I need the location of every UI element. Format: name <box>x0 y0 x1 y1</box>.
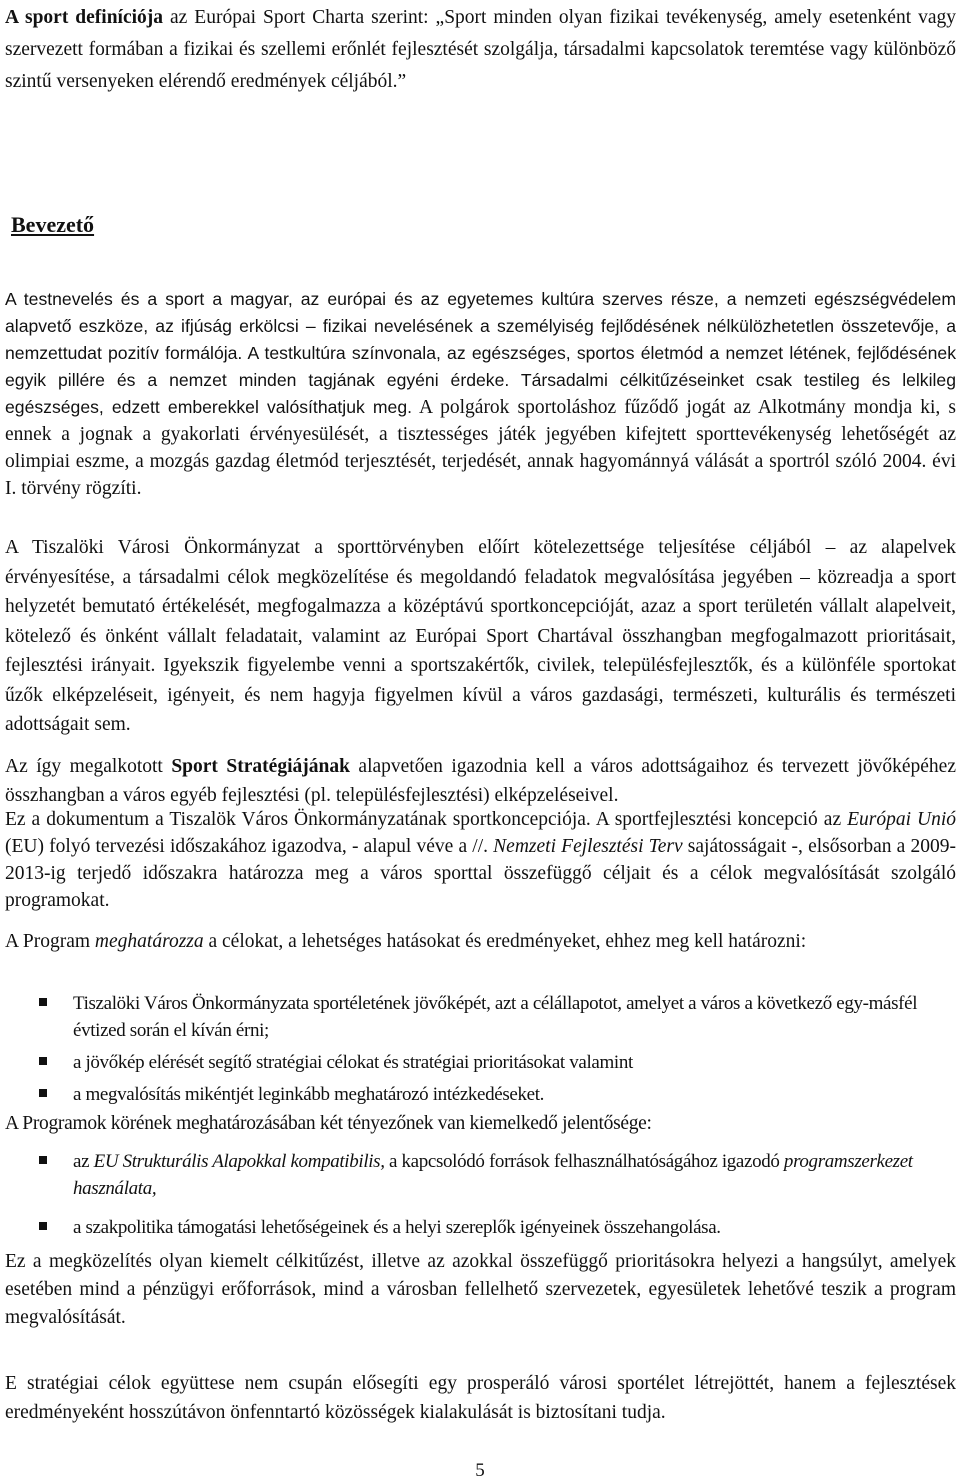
list-item-text: a megvalósítás mikéntjét leginkább meghatározó intézkedéseket. <box>73 1084 545 1105</box>
list-item-text: Tiszalöki Város Önkormányzata sportéletének jövőképét, azt a célállapotot, amelyet a város a következő egy-másfél évtized során el kíván érni; <box>73 993 918 1041</box>
document-paragraph <box>5 806 956 914</box>
strategy-text-pre: Az így megalkotott <box>5 756 172 777</box>
document-text-2: (EU) folyó tervezési időszakához igazodva, - alapul véve a //. <box>5 836 494 857</box>
square-bullet-icon <box>39 1156 47 1164</box>
program-intro-paragraph <box>5 928 956 956</box>
approach-paragraph: Ez a megközelítés olyan kiemelt célkitűzést, illetve az azokkal összefüggő prioritásokra helyezi a hangsúlyt, amelyek esetében mind a pénzügyi erőforrások, mind a városban fellelhető szervezetek, egyesületek lehetővé teszik a program megvalósítását. <box>5 1251 956 1328</box>
programs-bullet-list <box>0 1148 956 1241</box>
list-item-text: a kapcsolódó források felhasználhatóságához igazodó <box>384 1151 784 1172</box>
definition-paragraph <box>5 2 956 98</box>
list-item <box>0 1148 956 1202</box>
list-item <box>0 990 956 1044</box>
intro-paragraph <box>5 286 956 502</box>
intro-serif-text: A polgárok sportoláshoz fűződő jogát az Alkotmány mondja ki, s ennek a jognak a gyakorlati érvényesülését, a tisztességes játék jegyében kifejtett sporttevékenység lehetőségét az olimpiai eszme, a mozgás gazdag életmód terjesztését, terjedését, annak hagyománnyá válását a sportról szóló 2004. évi I. törvény rögzíti. <box>5 397 956 499</box>
strategy-paragraph <box>5 752 956 810</box>
tiszalok-paragraph: A Tiszalöki Városi Önkormányzat a sporttörvényben előírt kötelezettsége teljesítése céljából – az alapelvek érvényesítése, a társadalmi célok megközelítése és megoldandó feladatok megvalósítása jegyében – közreadja a sport helyzetét bemutató értékelését, megfogalmazza a középtávú sportkoncepcióját, azaz a sport területén vállalt alapelveit, kötelező és önként vállalt feladatait, valamint az Európai Sport Chartával összhangban megfogalmazott prioritásait, fejlesztési irányait. Igyekszik figyelembe venni a sportszakértők, civilek, településfejlesztők, és a különféle sportokat űzők elképzeléseit, igényeit, és nem hagyja figyelmen kívül a város gazdasági, természeti, kulturális és természeti adottságait sem. <box>5 537 956 735</box>
square-bullet-icon <box>39 1222 47 1230</box>
document-text-3: sajátosságait -, elsősorban a 2009-2013-ig terjedő időszakra határozza meg a város sporttal összefüggő céljait és a célok megvalósítását szolgáló programokat. <box>5 836 956 911</box>
list-item-text: a szakpolitika támogatási lehetőségeinek és a helyi szereplők igényeinek összehangolása. <box>73 1217 721 1238</box>
list-item <box>0 1049 956 1076</box>
document-text-1: Ez a dokumentum a Tiszalök Város Önkormányzatának sportkoncepciója. A sportfejlesztési koncepció az <box>5 809 848 830</box>
definition-text: az Európai Sport Charta szerint: „Sport minden olyan fizikai tevékenység, amely esetenként vagy szervezett formában a fizikai és szellemi erőnlét fejlesztését szolgálja, társadalmi kapcsolatok teremtése vagy különböző szintű versenyeken elérendő eredmények céljából.” <box>5 7 956 92</box>
page-number: 5 <box>475 1460 485 1481</box>
list-item <box>0 1081 956 1108</box>
conclusion-paragraph: E stratégiai célok együttese nem csupán elősegíti egy prosperáló városi sportélet létrejöttét, hanem a fejlesztések eredményeként hosszútávon önfenntartó közösségek kialakulását is biztosítani tudja. <box>5 1373 956 1423</box>
list-item-italic: EU Strukturális Alapokkal kompatibilis, <box>93 1151 385 1172</box>
list-item-text: az <box>73 1151 94 1172</box>
section-heading: Bevezető <box>11 212 95 237</box>
definition-lead: A sport definíciója <box>5 7 164 28</box>
list-item-text: a jövőkép elérését segítő stratégiai célokat és stratégiai prioritásokat valamint <box>73 1052 633 1073</box>
square-bullet-icon <box>39 1057 47 1065</box>
intro-sans-text: A testnevelés és a sport a magyar, az európai és az egyetemes kultúra szerves része, a nemzeti egészségvédelem alapvető eszköze, az ifjúság erkölcsi – fizikai nevelésének a személyiség fejlődésének nélkülözhetetlen összetevője, a nemzettudat pozitív formálója. A testkultúra színvonala, az egészséges, sportos életmód a nemzet létének, fejlődésének egyik pillére és a nemzet minden tagjának egyéni érdeke. Társadalmi célkitűzéseinket csak testileg és lelkileg egészséges, edzett emberekkel valósíthatjuk meg. <box>5 289 956 417</box>
goals-bullet-list <box>0 990 956 1108</box>
list-item <box>0 1214 956 1241</box>
program-intro-text-2: a célokat, a lehetséges hatásokat és eredményeket, ehhez meg kell határozni: <box>203 931 807 952</box>
list-item-italic: programszerkezet használata, <box>73 1151 913 1199</box>
program-intro-italic: meghatározza <box>94 931 204 952</box>
strategy-bold: Sport Stratégiájának <box>171 756 350 777</box>
square-bullet-icon <box>39 998 47 1006</box>
square-bullet-icon <box>39 1089 47 1097</box>
program-intro-text-1: A Program <box>5 931 95 952</box>
document-italic-nft: Nemzeti Fejlesztési Terv <box>493 836 683 857</box>
programs-paragraph: A Programok körének meghatározásában két tényezőnek van kiemelkedő jelentősége: <box>5 1113 652 1134</box>
strategy-text-post: alapvetően igazodnia kell a város adottságaihoz és tervezett jövőképéhez összhangban a város egyéb fejlesztési (pl. településfejlesztési) elképzeléseivel. <box>5 756 956 806</box>
document-italic-eu: Európai Unió <box>847 809 957 830</box>
